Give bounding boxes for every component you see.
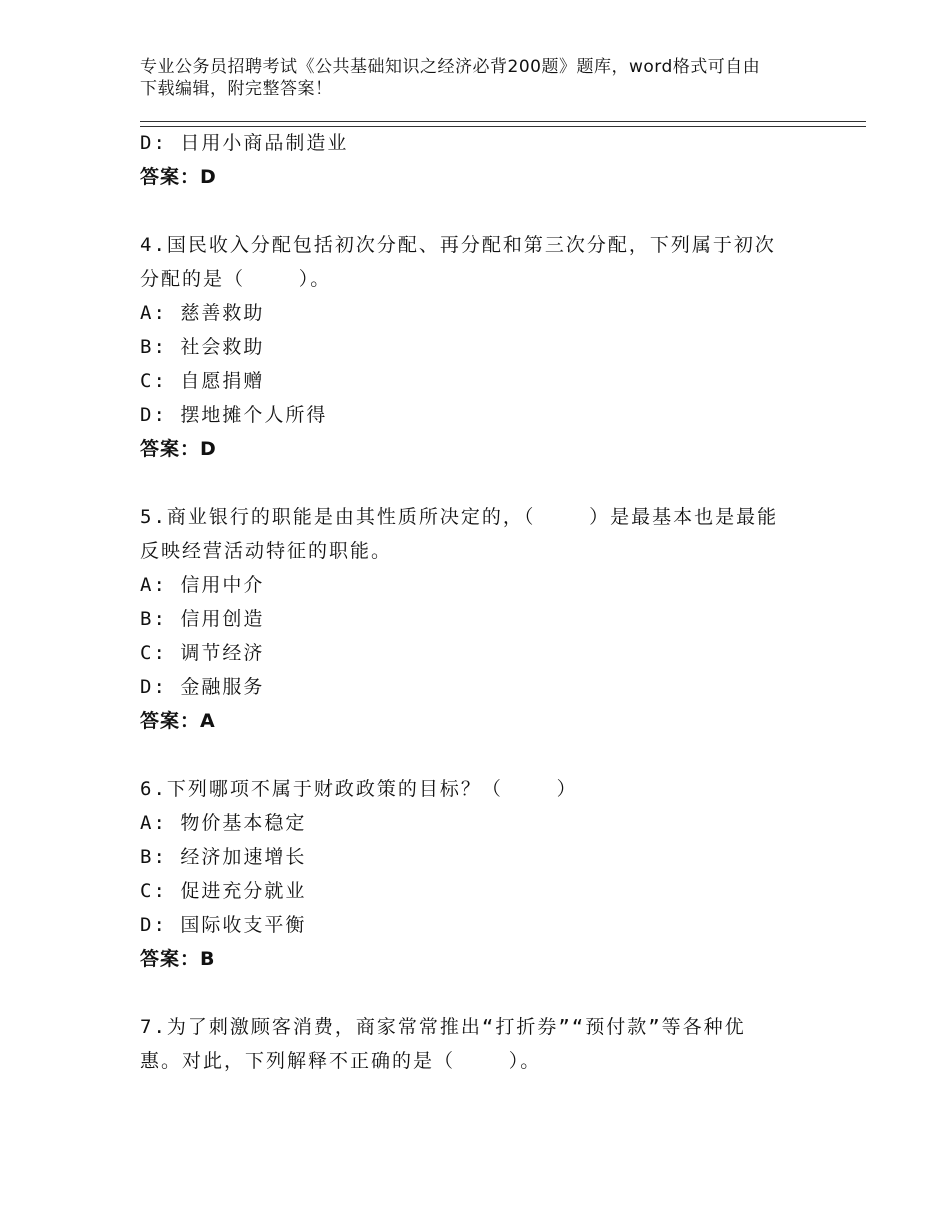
question-stem: 惠。对此，下列解释不正确的是（ ）。 — [140, 1050, 542, 1072]
option-a: A: 信用中介 — [140, 574, 265, 596]
option-b: B: 经济加速增长 — [140, 846, 307, 868]
question-6 — [140, 772, 820, 976]
question-stem: 4.国民收入分配包括初次分配、再分配和第三次分配，下列属于初次 — [140, 234, 776, 256]
question-stem: 6.下列哪项不属于财政政策的目标？（ ） — [140, 778, 578, 800]
option-d: D: 日用小商品制造业 — [140, 132, 349, 154]
answer-line: 答案：A — [140, 710, 216, 732]
option-c: C: 自愿捐赠 — [140, 370, 265, 392]
question-4 — [140, 228, 820, 466]
option-d: D: 国际收支平衡 — [140, 914, 307, 936]
spacer — [140, 194, 820, 228]
question-stem: 7.为了刺激顾客消费，商家常常推出“打折券”“预付款”等各种优 — [140, 1016, 746, 1038]
option-c: C: 调节经济 — [140, 642, 265, 664]
question-7 — [140, 1010, 820, 1078]
question-stem: 5.商业银行的职能是由其性质所决定的，（ ）是最基本也是最能 — [140, 506, 779, 528]
spacer — [140, 976, 820, 1010]
option-c: C: 促进充分就业 — [140, 880, 307, 902]
option-b: B: 社会救助 — [140, 336, 265, 358]
answer-line: 答案：B — [140, 948, 216, 970]
question-stem: 反映经营活动特征的职能。 — [140, 540, 393, 562]
header-line-2: 下载编辑，附完整答案！ — [140, 79, 333, 99]
question-5 — [140, 500, 820, 738]
option-a: A: 慈善救助 — [140, 302, 265, 324]
spacer — [140, 466, 820, 500]
spacer — [140, 738, 820, 772]
option-d: D: 金融服务 — [140, 676, 265, 698]
header-line-1: 专业公务员招聘考试《公共基础知识之经济必背200题》题库，word格式可自由 — [140, 57, 761, 77]
question-stem: 分配的是（ ）。 — [140, 268, 332, 290]
question-3-tail — [140, 126, 820, 194]
option-b: B: 信用创造 — [140, 608, 265, 630]
option-d: D: 摆地摊个人所得 — [140, 404, 328, 426]
option-a: A: 物价基本稳定 — [140, 812, 307, 834]
document-header — [140, 56, 820, 100]
answer-line: 答案：D — [140, 166, 217, 188]
answer-line: 答案：D — [140, 438, 217, 460]
document-body — [140, 126, 820, 1078]
